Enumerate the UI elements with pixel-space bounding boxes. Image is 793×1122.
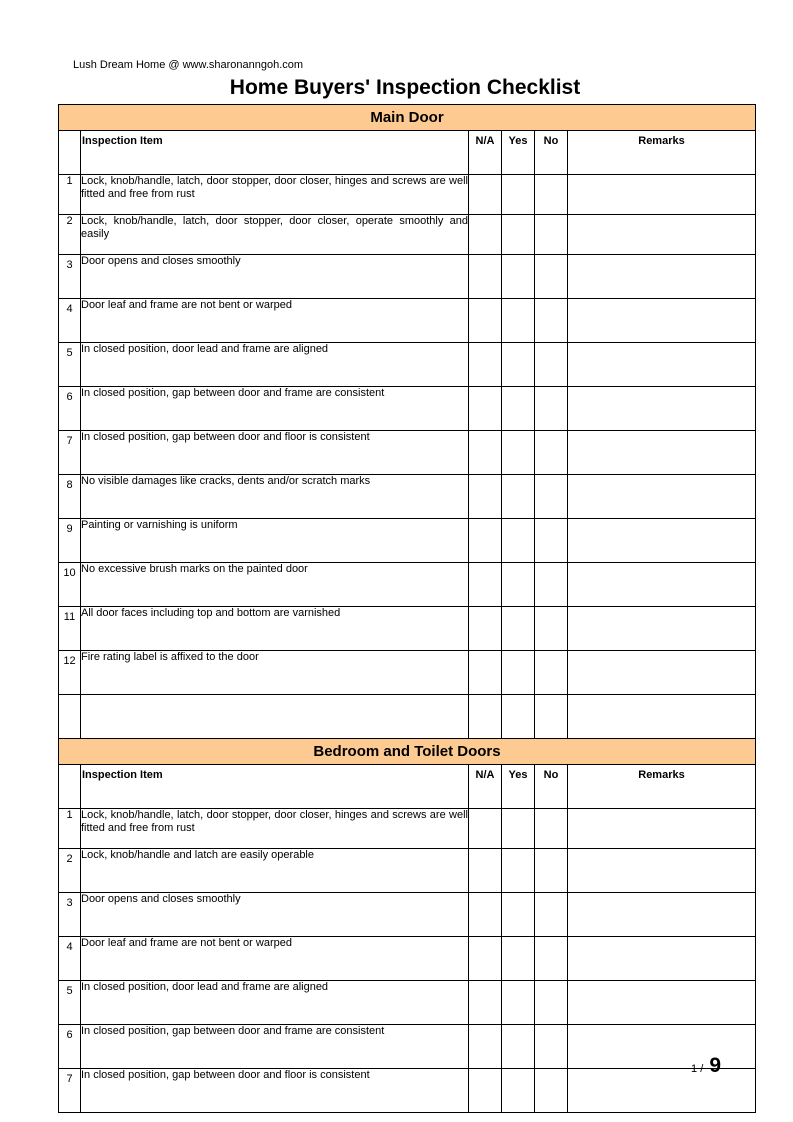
item-number: 2 [59,849,81,893]
na-checkbox-cell[interactable] [469,563,502,607]
remarks-cell[interactable] [568,387,756,431]
na-checkbox-cell[interactable] [469,893,502,937]
item-number: 4 [59,937,81,981]
yes-checkbox-cell[interactable] [502,1025,535,1069]
no-checkbox-cell[interactable] [535,695,568,739]
item-number: 5 [59,981,81,1025]
na-checkbox-cell[interactable] [469,809,502,849]
column-header-number [59,765,81,809]
table-row [59,1069,756,1113]
column-header-remarks: Remarks [568,131,756,175]
yes-checkbox-cell[interactable] [502,981,535,1025]
no-checkbox-cell[interactable] [535,1069,568,1113]
no-checkbox-cell[interactable] [535,1025,568,1069]
item-number: 9 [59,519,81,563]
remarks-cell[interactable] [568,695,756,739]
no-checkbox-cell[interactable] [535,893,568,937]
na-checkbox-cell[interactable] [469,299,502,343]
table-row [59,1025,756,1069]
page-indicator [691,1054,721,1078]
item-description: In closed position, gap between door and frame are consistent [81,387,469,431]
item-number: 8 [59,475,81,519]
na-checkbox-cell[interactable] [469,431,502,475]
yes-checkbox-cell[interactable] [502,299,535,343]
remarks-cell[interactable] [568,1025,756,1069]
na-checkbox-cell[interactable] [469,651,502,695]
table-row [59,519,756,563]
item-number: 7 [59,431,81,475]
page-total: 9 [709,1054,721,1077]
remarks-cell[interactable] [568,849,756,893]
section-header [59,739,756,765]
na-checkbox-cell[interactable] [469,175,502,215]
no-checkbox-cell[interactable] [535,343,568,387]
section-header [59,105,756,131]
item-number: 7 [59,1069,81,1113]
no-checkbox-cell[interactable] [535,175,568,215]
no-checkbox-cell[interactable] [535,519,568,563]
source-credit: Lush Dream Home @ www.sharonanngoh.com [73,59,304,71]
no-checkbox-cell[interactable] [535,215,568,255]
remarks-cell[interactable] [568,563,756,607]
na-checkbox-cell[interactable] [469,1069,502,1113]
no-checkbox-cell[interactable] [535,651,568,695]
item-description: Door opens and closes smoothly [81,893,469,937]
column-header-remarks: Remarks [568,765,756,809]
yes-checkbox-cell[interactable] [502,849,535,893]
item-description: Door leaf and frame are not bent or warped [81,299,469,343]
column-header-item: Inspection Item [81,131,469,175]
page-current: 1 [691,1063,698,1075]
item-description: Door opens and closes smoothly [81,255,469,299]
item-number: 3 [59,893,81,937]
no-checkbox-cell[interactable] [535,475,568,519]
table-row [59,215,756,255]
item-number: 6 [59,1025,81,1069]
item-number: 5 [59,343,81,387]
table-row [59,695,756,739]
remarks-cell[interactable] [568,651,756,695]
table-row [59,651,756,695]
yes-checkbox-cell[interactable] [502,937,535,981]
yes-checkbox-cell[interactable] [502,387,535,431]
column-header-number [59,131,81,175]
table-row [59,175,756,215]
no-checkbox-cell[interactable] [535,431,568,475]
item-description: Fire rating label is affixed to the door [81,651,469,695]
table-row [59,431,756,475]
na-checkbox-cell[interactable] [469,255,502,299]
yes-checkbox-cell[interactable] [502,1069,535,1113]
column-header-na: N/A [469,765,502,809]
no-checkbox-cell[interactable] [535,299,568,343]
item-description: All door faces including top and bottom are varnished [81,607,469,651]
item-description: Lock, knob/handle, latch, door stopper, door closer, operate smoothly and easily [81,215,469,255]
section-title: Main Door [59,105,756,131]
no-checkbox-cell[interactable] [535,937,568,981]
no-checkbox-cell[interactable] [535,255,568,299]
remarks-cell[interactable] [568,475,756,519]
item-number: 12 [59,651,81,695]
na-checkbox-cell[interactable] [469,695,502,739]
yes-checkbox-cell[interactable] [502,607,535,651]
item-description: Lock, knob/handle, latch, door stopper, door closer, hinges and screws are well fitted and free from rust [81,175,469,215]
item-description: Lock, knob/handle and latch are easily operable [81,849,469,893]
item-number: 10 [59,563,81,607]
column-header-row [59,765,756,809]
item-number: 1 [59,809,81,849]
yes-checkbox-cell[interactable] [502,563,535,607]
item-number: 3 [59,255,81,299]
yes-checkbox-cell[interactable] [502,215,535,255]
remarks-cell[interactable] [568,299,756,343]
remarks-cell[interactable] [568,215,756,255]
no-checkbox-cell[interactable] [535,849,568,893]
item-description: Lock, knob/handle, latch, door stopper, door closer, hinges and screws are well fitted and free from rust [81,809,469,849]
no-checkbox-cell[interactable] [535,563,568,607]
no-checkbox-cell[interactable] [535,981,568,1025]
column-header-yes: Yes [502,131,535,175]
yes-checkbox-cell[interactable] [502,343,535,387]
na-checkbox-cell[interactable] [469,937,502,981]
item-description: In closed position, gap between door and floor is consistent [81,1069,469,1113]
item-description: No visible damages like cracks, dents and/or scratch marks [81,475,469,519]
table-row [59,607,756,651]
table-row [59,809,756,849]
na-checkbox-cell[interactable] [469,981,502,1025]
column-header-yes: Yes [502,765,535,809]
na-checkbox-cell[interactable] [469,849,502,893]
item-number: 4 [59,299,81,343]
column-header-no: No [535,765,568,809]
page-title: Home Buyers' Inspection Checklist [229,76,581,99]
no-checkbox-cell[interactable] [535,809,568,849]
item-description: In closed position, gap between door and frame are consistent [81,1025,469,1069]
no-checkbox-cell[interactable] [535,607,568,651]
yes-checkbox-cell[interactable] [502,893,535,937]
remarks-cell[interactable] [568,1069,756,1113]
table-row [59,849,756,893]
remarks-cell[interactable] [568,519,756,563]
remarks-cell[interactable] [568,893,756,937]
no-checkbox-cell[interactable] [535,387,568,431]
na-checkbox-cell[interactable] [469,475,502,519]
table-row [59,387,756,431]
remarks-cell[interactable] [568,255,756,299]
yes-checkbox-cell[interactable] [502,175,535,215]
yes-checkbox-cell[interactable] [502,519,535,563]
item-description: Door leaf and frame are not bent or warped [81,937,469,981]
remarks-cell[interactable] [568,431,756,475]
remarks-cell[interactable] [568,607,756,651]
item-description [81,695,469,739]
na-checkbox-cell[interactable] [469,343,502,387]
item-number [59,695,81,739]
remarks-cell[interactable] [568,809,756,849]
remarks-cell[interactable] [568,937,756,981]
table-row [59,563,756,607]
na-checkbox-cell[interactable] [469,1025,502,1069]
item-number: 2 [59,215,81,255]
page-separator: / [700,1063,704,1075]
na-checkbox-cell[interactable] [469,519,502,563]
item-number: 11 [59,607,81,651]
column-header-no: No [535,131,568,175]
item-number: 6 [59,387,81,431]
checklist-table [58,104,756,1113]
table-row [59,981,756,1025]
column-header-row [59,131,756,175]
na-checkbox-cell[interactable] [469,607,502,651]
table-row [59,475,756,519]
column-header-na: N/A [469,131,502,175]
yes-checkbox-cell[interactable] [502,809,535,849]
yes-checkbox-cell[interactable] [502,431,535,475]
item-description: No excessive brush marks on the painted door [81,563,469,607]
na-checkbox-cell[interactable] [469,215,502,255]
section-title: Bedroom and Toilet Doors [59,739,756,765]
remarks-cell[interactable] [568,343,756,387]
yes-checkbox-cell[interactable] [502,695,535,739]
table-row [59,343,756,387]
item-description: In closed position, gap between door and floor is consistent [81,431,469,475]
table-row [59,893,756,937]
item-number: 1 [59,175,81,215]
item-description: In closed position, door lead and frame are aligned [81,343,469,387]
table-row [59,255,756,299]
remarks-cell[interactable] [568,981,756,1025]
na-checkbox-cell[interactable] [469,387,502,431]
yes-checkbox-cell[interactable] [502,255,535,299]
item-description: In closed position, door lead and frame are aligned [81,981,469,1025]
item-description: Painting or varnishing is uniform [81,519,469,563]
table-row [59,299,756,343]
remarks-cell[interactable] [568,175,756,215]
table-row [59,937,756,981]
column-header-item: Inspection Item [81,765,469,809]
yes-checkbox-cell[interactable] [502,475,535,519]
yes-checkbox-cell[interactable] [502,651,535,695]
